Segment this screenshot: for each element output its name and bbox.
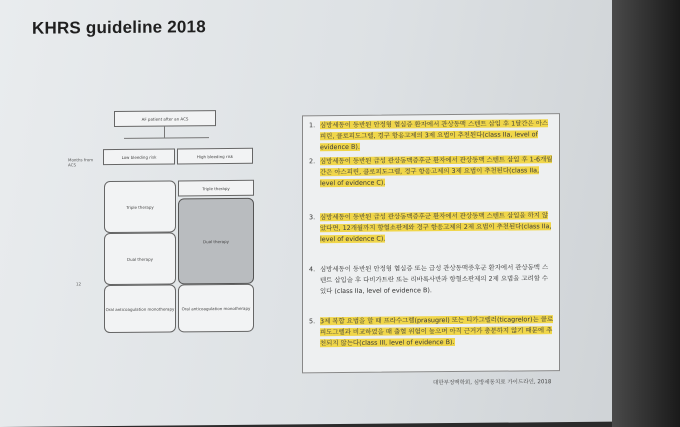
room-background (612, 0, 680, 427)
recommendations-panel (302, 113, 560, 373)
recommendation-3 (309, 210, 553, 246)
item-text: 심방세동이 동반된 급성 관상동맥증후군 환자에서 관상동맥 스텐트 삽입을 하지 않았다면, 12개월까지 항혈소판제와 경구 항응고제의 2제 요법이 추천된다(class IIa, level of evidence C). (320, 211, 552, 244)
treatment-flowchart (68, 106, 274, 348)
recommendation-5 (309, 314, 553, 350)
slide-title: KHRS guideline 2018 (32, 17, 206, 38)
tick-12: 12 (76, 281, 82, 287)
high-oac-monotherapy: Oral anticoagulation monotherapy (178, 284, 254, 333)
top-box: AF patient after an ACS (114, 110, 216, 127)
item-text: 심방세동이 동반된 안정형 협심증 환자에서 관상동맥 스텐트 삽입 후 1달간은 아스피린, 클로피도그렐, 경구 항응고제의 3제 요법이 추천된다(class IIa, level of evidence B). (320, 119, 549, 152)
low-dual-therapy: Dual therapy (104, 232, 176, 285)
recommendation-2 (309, 154, 553, 190)
item-text: 심방세동이 동반된 급성 관상동맥증후군 환자에서 관상동맥 스텐트 삽입 후 1-6개월간은 아스피린, 클로피도그렐, 경구 항응고제의 3제 요법이 추천된다(class IIa, level of evidence C). (320, 155, 553, 188)
item-text: 심방세동이 동반된 안정형 협심증 또는 급성 관상동맥증후군 환자에서 관상동맥 스텐트 삽입술 후 다비가트란 또는 리바록사반과 항혈소판제의 2제 요법을 고려할 수 있다 (class IIa, level of evidence B). (320, 263, 549, 296)
connector (164, 126, 165, 138)
item-number: 1. (309, 121, 316, 130)
low-triple-therapy: Triple therapy (104, 180, 176, 233)
high-triple-therapy: Triple therapy (178, 180, 254, 197)
connector (124, 137, 209, 139)
item-number: 5. (309, 317, 316, 326)
item-number: 4. (309, 265, 316, 274)
recommendation-4 (309, 262, 553, 298)
item-text: 3제 복합 요법을 할 때 프라수그렐(prasugrel) 또는 티카그렐러(ticagrelor)는 클로피도그렐과 비교하였을 때 출혈 위험이 높으며 아직 근거가 충분하지 않기 때문에 추천되지 않는다(class III, level of evidence B). (320, 315, 554, 348)
low-oac-monotherapy: Oral anticoagulation monotherapy (104, 284, 176, 333)
low-bleeding-risk-header: Low bleeding risk (103, 148, 175, 165)
item-number: 2. (309, 157, 316, 166)
high-bleeding-risk-header: High bleeding risk (177, 148, 253, 165)
recommendation-1 (309, 118, 553, 154)
item-number: 3. (309, 213, 316, 222)
months-axis-label: Months from ACS (68, 157, 94, 168)
high-dual-therapy: Dual therapy (178, 198, 254, 285)
citation-footer: 대한부정맥학회, 심방세동치료 가이드라인, 2018 (433, 379, 552, 387)
